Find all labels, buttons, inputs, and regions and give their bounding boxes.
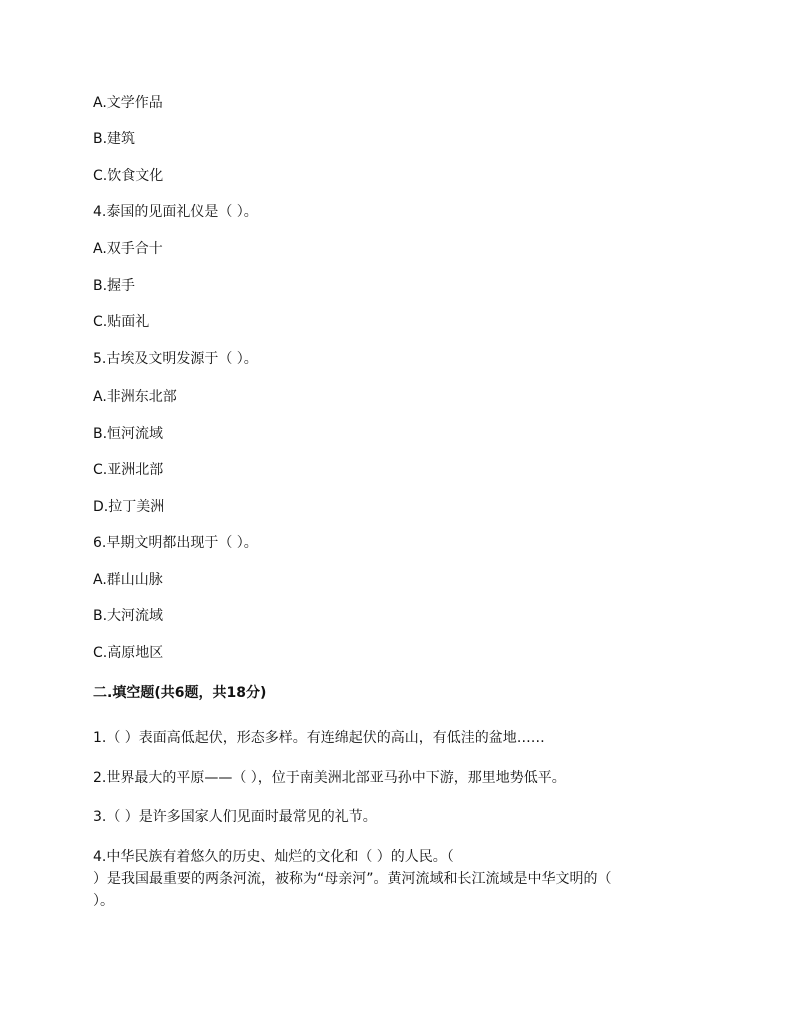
q6-stem: 6.早期文明都出现于（ ）。 xyxy=(93,535,258,551)
q5-option-a: A.非洲东北部 xyxy=(93,389,177,405)
fill-q4-line3: ）。 xyxy=(93,893,114,909)
q3-option-c: C.饮食文化 xyxy=(93,168,164,184)
q3-option-a: A.文学作品 xyxy=(93,95,163,111)
q4-option-c: C.贴面礼 xyxy=(93,314,150,330)
q6-option-c: C.高原地区 xyxy=(93,645,164,661)
q5-option-d: D.拉丁美洲 xyxy=(93,499,165,515)
q6-option-a: A.群山山脉 xyxy=(93,572,163,588)
fill-q4-line1: 4.中华民族有着悠久的历史、灿烂的文化和（ ）的人民。（ xyxy=(93,849,454,865)
fill-q3: 3.（ ）是许多国家人们见面时最常见的礼节。 xyxy=(93,809,377,825)
fill-section-title: 二.填空题(共6题，共18分) xyxy=(93,685,267,701)
q4-option-a: A.双手合十 xyxy=(93,241,163,257)
q5-option-c: C.亚洲北部 xyxy=(93,462,164,478)
q5-option-b: B.恒河流域 xyxy=(93,426,164,442)
fill-q1: 1.（ ）表面高低起伏，形态多样。有连绵起伏的高山，有低洼的盆地…… xyxy=(93,730,545,746)
fill-q4-line2: ）是我国最重要的两条河流，被称为“母亲河”。黄河流域和长江流域是中华文明的（ xyxy=(93,871,612,887)
fill-q2: 2.世界最大的平原——（ ），位于南美洲北部亚马孙中下游，那里地势低平。 xyxy=(93,770,566,786)
q4-stem: 4.泰国的见面礼仪是（ ）。 xyxy=(93,204,258,220)
q5-stem: 5.古埃及文明发源于（ ）。 xyxy=(93,351,258,367)
q4-option-b: B.握手 xyxy=(93,278,136,294)
q6-option-b: B.大河流域 xyxy=(93,608,164,624)
q3-option-b: B.建筑 xyxy=(93,131,136,147)
